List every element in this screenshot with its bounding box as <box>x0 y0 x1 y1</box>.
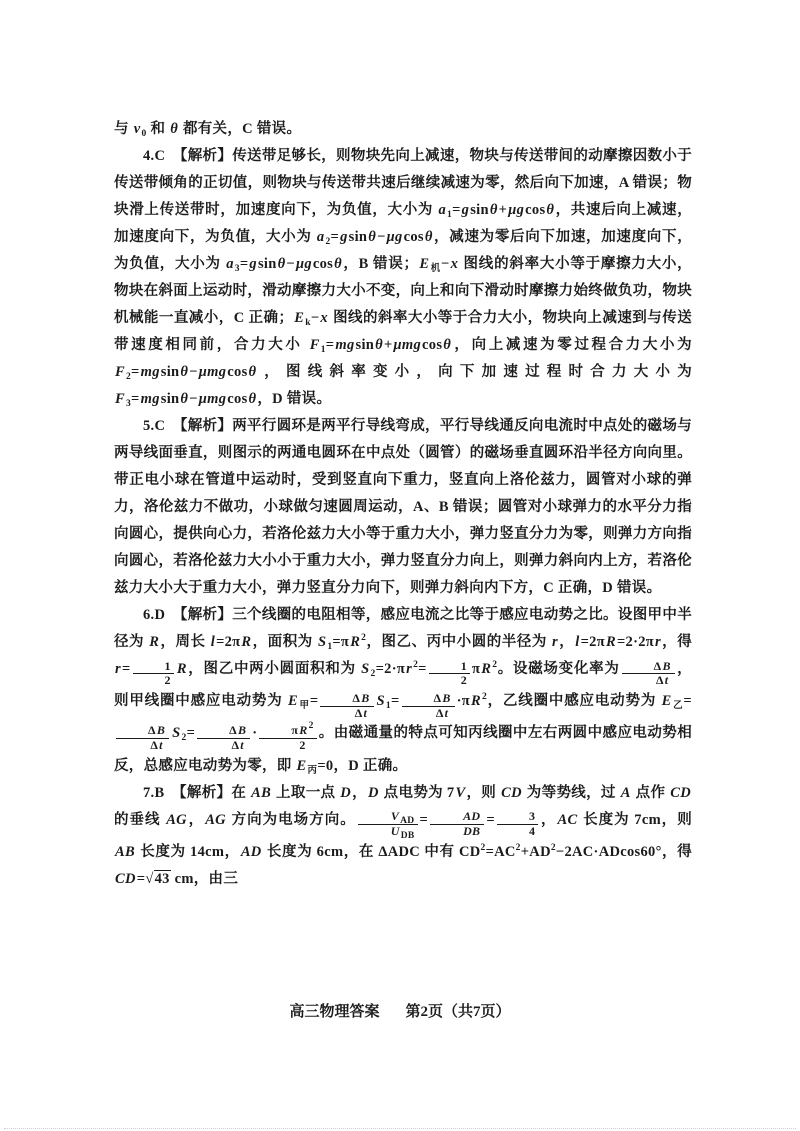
answer-6D: 6.D 【解析】三个线圈的电阻相等，感应电流之比等于感应电动势之比。设图甲中半径为 R，周长 l=2πR，面积为 $S_1=\pi R^2$，图乙、丙中小圆的半径为 r，l=2πR=2·2πr，得 r= $\frac{1}{2}$ R，图乙中两小圆面积和为 $S_2=2\cdot\pi r^2=$ $\frac{1}{2}$ $\pi R^2$。设磁场变化率为 $\frac{\Delta B}{\Delta t}$ ，则甲线圈中感应电动势为 $E_甲=$ $\frac{\Delta B}{\Delta t}$ $S_1=$ $\frac{\Delta B}{\Delta t}$ $\cdot\pi R^2$，乙线圈中感应电动势为 $E_乙=$ $\frac{\Delta B}{\Delta t}$ $S_2=$ $\frac{\Delta B}{\Delta t}$ · $\frac{\pi R^2}{2}$ 。由磁通量的特点可知丙线圈中左右两圆中感应电动势相反，总感应电动势为零，即 $E_丙=0$，D 正确。 <box>114 607 693 776</box>
footer-doc-title: 高三物理答案 <box>289 1004 380 1020</box>
answer-7B: 7.B 【解析】在 AB 上取一点 D，D 点电势为 7V，则 CD 为等势线，过 A 点作 CD 的垂线 AG，AG 方向为电场方向。 $\frac{V_{AD}}{U_{DB}}$ = $\frac{AD}{DB}$ = $\frac{3}{4}$ ，AC 长度为 7cm，则 AB 长度为 14cm，AD 长度为 6cm，在 ΔADC 中有 $CD^2=AC^2+AD^2-2AC\cdot ADcos60^\circ$，得 CD=√43 cm，由三 <box>114 784 693 887</box>
page-footer <box>0 1000 800 1021</box>
scan-artifact-line <box>4 1128 796 1129</box>
answer-4C: 4.C 【解析】传送带足够长，则物块先向上减速，物块与传送带间的动摩擦因数小于传送带倾角的正切值，则物块与传送带共速后继续减速为零，然后向下加速，A 错误；物块滑上传送带时，加速度向下，为负值，大小为 $a_1=gsin\theta+\mu gcos\theta$，共速后向上减速，加速度向下，为负值，大小为 $a_2=gsin\theta-\mu gcos\theta$，减速为零后向下加速，加速度向下，为负值，大小为 $a_3=gsin\theta-\mu gcos\theta$，B 错误；$E_机-x$ 图线的斜率大小等于摩擦力大小，物块在斜面上运动时，滑动摩擦力大小不变，向上和向下滑动时摩擦力始终做负功，物块机械能一直减小，C 正确；$E_k-x$ 图线的斜率大小等于合力大小，物块向上减速到与传送带速度相同前，合力大小 $F_1=mgsin\theta+\mu mgcos\theta$，向上减速为零过程合力大小为 $F_2=mgsin\theta-\mu mgcos\theta$，图线斜率变小，向下加速过程时合力大小为 $F_3=mgsin\theta-\mu mgcos\theta$，D 错误。 <box>114 148 693 409</box>
footer-page-indicator: 第2页（共7页） <box>405 1004 511 1020</box>
answer-text-block <box>114 116 692 893</box>
answer-5C: 5.C 【解析】两平行圆环是两平行导线弯成，平行导线通反向电流时中点处的磁场与两导线面垂直，则图示的两通电圆环在中点处（圆管）的磁场垂直圆环沿半径方向向里。带正电小球在管道中运动时，受到竖直向下重力，竖直向上洛伦兹力，圆管对小球的弹力，洛伦兹力不做功，小球做匀速圆周运动，A、B 错误；圆管对小球弹力的水平分力指向圆心，提供向心力，若洛伦兹力大小等于重力大小，弹力竖直分力为零，则弹力方向指向圆心，若洛伦兹力大小小于重力大小，弹力竖直分力向上，则弹力斜向内上方，若洛伦兹力大小大于重力大小，弹力竖直分力向下，则弹力斜向内下方，C 正确，D 错误。 <box>114 418 693 596</box>
continuation-line: 与 $v_0$ 和 θ 都有关，C 错误。 <box>114 121 302 139</box>
